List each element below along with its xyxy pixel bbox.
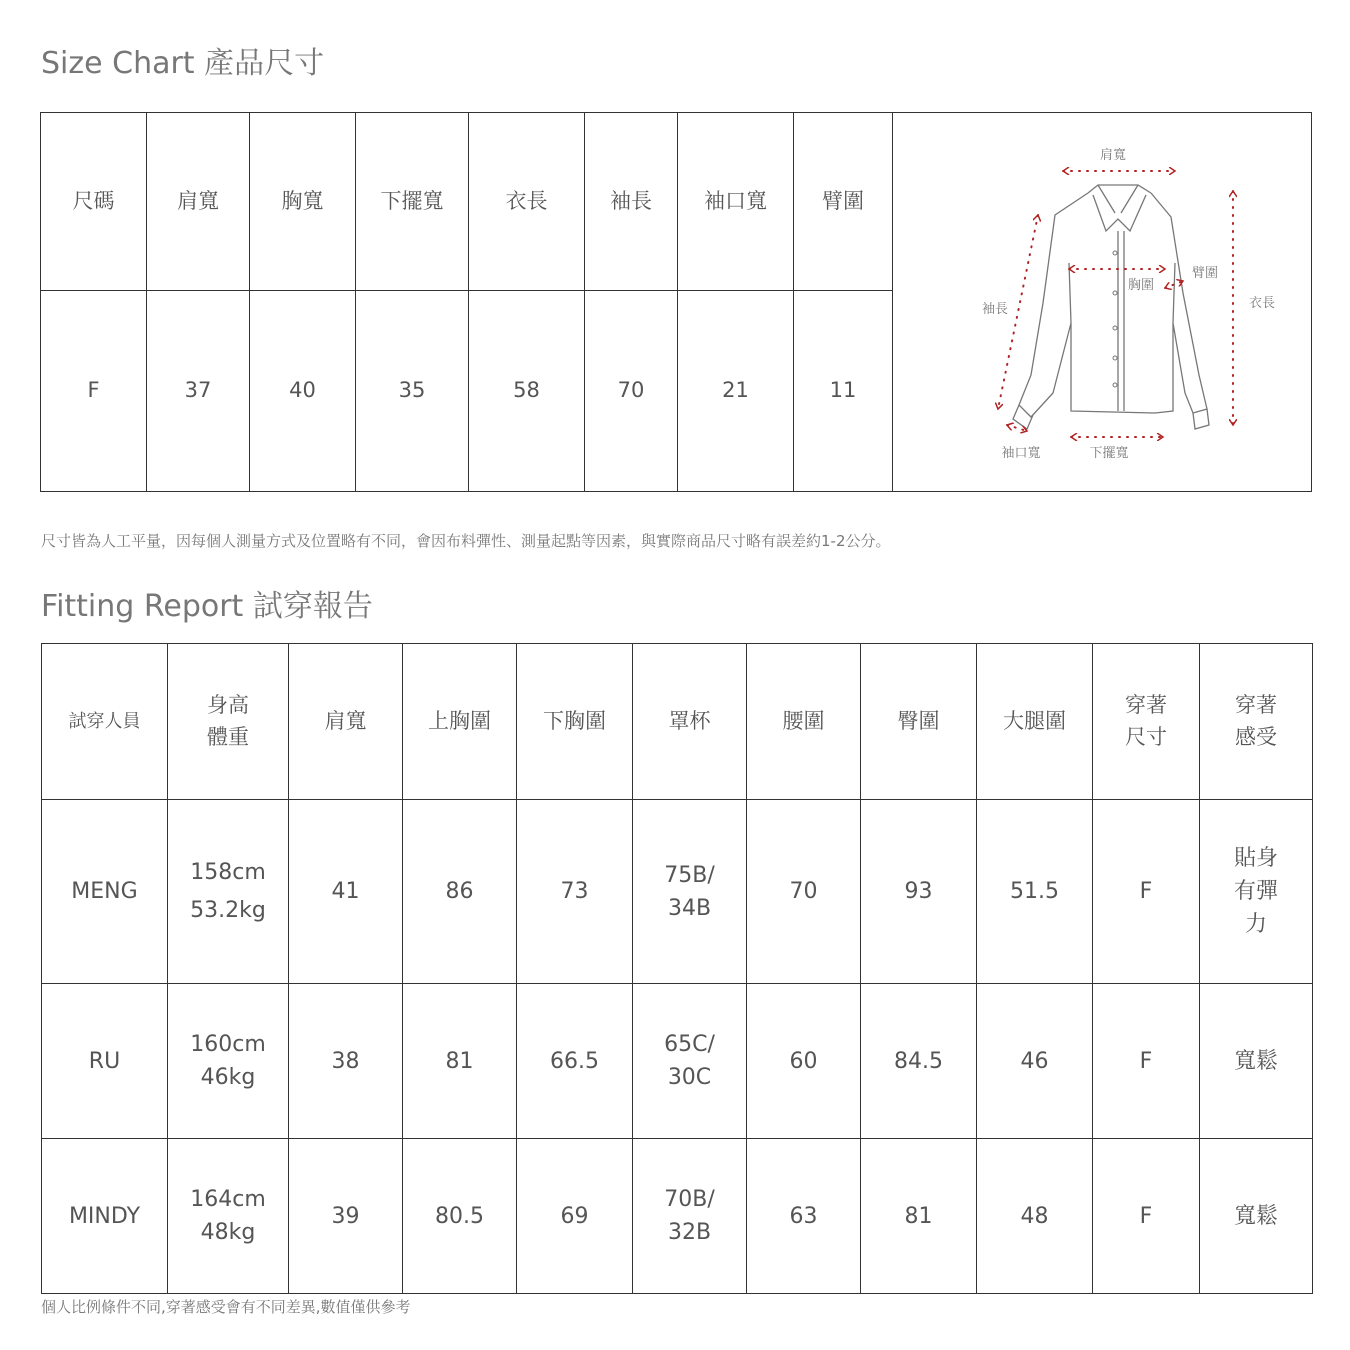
label-arm: 臂圍 — [1191, 266, 1219, 281]
hip-cell: 81 — [861, 1139, 977, 1294]
label-shoulder: 肩寬 — [1099, 148, 1127, 163]
feel-line: 寬鬆 — [1233, 1203, 1278, 1229]
size-cell: F — [1093, 800, 1200, 984]
header-line: 罩杯 — [668, 708, 711, 733]
thigh-cell: 46 — [977, 984, 1093, 1139]
waist-cell: 70 — [747, 800, 861, 984]
header-line: 上胸圍 — [428, 708, 491, 733]
fitting-header-cell — [1200, 644, 1313, 800]
size-cell: F — [1093, 984, 1200, 1139]
size-chart-title: Size Chart 產品尺寸 — [41, 46, 325, 81]
fitting-header-cell — [861, 644, 977, 800]
size-header-cell: 袖長 — [585, 113, 678, 291]
cup-line: 65C/ — [664, 1032, 715, 1057]
measure-lines — [998, 171, 1233, 437]
feel-line: 貼身 — [1233, 846, 1278, 871]
cup-cell — [633, 800, 747, 984]
fitting-header-cell — [747, 644, 861, 800]
size-header-row — [41, 113, 1312, 291]
cup-line: 34B — [667, 895, 712, 921]
height-value: 164cm — [190, 1187, 266, 1212]
fitting-report-note: 個人比例條件不同,穿著感受會有不同差異,數值僅供參考 — [41, 1298, 411, 1316]
waist-cell: 63 — [747, 1139, 861, 1294]
upper-bust-cell: 81 — [403, 984, 517, 1139]
size-value-cell: 21 — [678, 290, 794, 491]
label-hem: 下擺寬 — [1089, 446, 1129, 461]
header-line: 穿著 — [1235, 693, 1277, 717]
waist-cell: 60 — [747, 984, 861, 1139]
size-cell: F — [1093, 1139, 1200, 1294]
tester-row-mindy — [42, 1139, 1313, 1294]
tester-name: RU — [42, 984, 168, 1139]
feel-line: 有彈 — [1233, 879, 1278, 904]
header-line: 試穿人員 — [68, 711, 141, 732]
header-line: 臀圍 — [897, 708, 940, 733]
feel-cell — [1200, 800, 1313, 984]
header-line: 穿著 — [1125, 693, 1167, 717]
fitting-header-cell — [1093, 644, 1200, 800]
height-value: 158cm — [190, 860, 266, 886]
fitting-header-cell — [42, 644, 168, 800]
size-header-cell: 臂圍 — [794, 113, 893, 291]
size-header-cell: 胸寬 — [250, 113, 356, 291]
header-line: 體重 — [207, 724, 249, 749]
height-weight-cell — [168, 800, 289, 984]
size-value-cell: 37 — [147, 290, 250, 491]
size-value-cell: 40 — [250, 290, 356, 491]
upper-bust-cell: 80.5 — [403, 1139, 517, 1294]
feel-line: 寬鬆 — [1233, 1048, 1278, 1074]
thigh-cell: 51.5 — [977, 800, 1093, 984]
label-cuff: 袖口寬 — [1001, 446, 1041, 461]
height-weight-cell — [168, 984, 289, 1139]
label-sleeve-length: 袖長 — [981, 302, 1009, 317]
cup-cell — [633, 984, 747, 1139]
fitting-report-table — [41, 643, 1313, 1294]
size-value-cell: 70 — [585, 290, 678, 491]
height-value: 160cm — [190, 1032, 266, 1057]
size-value-cell: F — [41, 290, 147, 491]
fitting-header-cell — [289, 644, 403, 800]
header-line: 腰圍 — [782, 708, 825, 733]
under-bust-cell: 73 — [517, 800, 633, 984]
size-header-cell: 肩寬 — [147, 113, 250, 291]
size-value-cell: 35 — [356, 290, 469, 491]
label-chest: 胸圍 — [1127, 278, 1155, 293]
size-value-cell: 11 — [794, 290, 893, 491]
tester-row-meng — [42, 800, 1313, 984]
cup-line: 30C — [667, 1065, 712, 1090]
weight-value: 48kg — [200, 1220, 256, 1245]
button-icon — [1113, 251, 1117, 387]
thigh-cell: 48 — [977, 1139, 1093, 1294]
shirt-measurement-diagram — [893, 113, 1311, 491]
shirt-diagram-cell — [893, 113, 1312, 492]
shoulder-cell: 38 — [289, 984, 403, 1139]
hip-cell: 93 — [861, 800, 977, 984]
fitting-header-cell — [517, 644, 633, 800]
tester-row-ru — [42, 984, 1313, 1139]
label-length: 衣長 — [1248, 296, 1276, 311]
weight-value: 46kg — [200, 1065, 256, 1090]
size-header-cell: 衣長 — [469, 113, 585, 291]
header-line: 下胸圍 — [543, 708, 606, 733]
size-chart-table — [40, 112, 1312, 492]
fitting-header-cell — [633, 644, 747, 800]
hip-cell: 84.5 — [861, 984, 977, 1139]
fitting-header-row — [42, 644, 1313, 800]
size-header-cell: 尺碼 — [41, 113, 147, 291]
tester-name: MINDY — [42, 1139, 168, 1294]
under-bust-cell: 66.5 — [517, 984, 633, 1139]
tester-name: MENG — [42, 800, 168, 984]
shirt-outline-icon — [1013, 185, 1209, 429]
cup-line: 70B/ — [664, 1187, 715, 1212]
weight-value: 53.2kg — [190, 897, 266, 923]
size-value-cell: 58 — [469, 290, 585, 491]
cup-line: 75B/ — [664, 862, 715, 888]
under-bust-cell: 69 — [517, 1139, 633, 1294]
header-line: 身高 — [207, 693, 249, 717]
feel-line: 力 — [1244, 912, 1267, 937]
fitting-header-cell — [977, 644, 1093, 800]
size-header-cell: 袖口寬 — [678, 113, 794, 291]
header-line: 感受 — [1235, 724, 1277, 749]
header-line: 大腿圍 — [1003, 708, 1066, 733]
height-weight-cell — [168, 1139, 289, 1294]
size-header-cell: 下擺寬 — [356, 113, 469, 291]
fitting-header-cell — [168, 644, 289, 800]
upper-bust-cell: 86 — [403, 800, 517, 984]
feel-cell — [1200, 1139, 1313, 1294]
fitting-report-title: Fitting Report 試穿報告 — [41, 589, 373, 624]
shoulder-cell: 41 — [289, 800, 403, 984]
feel-cell — [1200, 984, 1313, 1139]
cup-line: 32B — [667, 1220, 712, 1245]
header-line: 尺寸 — [1125, 724, 1167, 749]
fitting-header-cell — [403, 644, 517, 800]
cup-cell — [633, 1139, 747, 1294]
header-line: 肩寬 — [324, 708, 367, 733]
size-chart-note: 尺寸皆為人工平量，因每個人測量方式及位置略有不同，會因布料彈性、測量起點等因素，與實際商品尺寸略有誤差約1-2公分。 — [41, 532, 891, 550]
shoulder-cell: 39 — [289, 1139, 403, 1294]
